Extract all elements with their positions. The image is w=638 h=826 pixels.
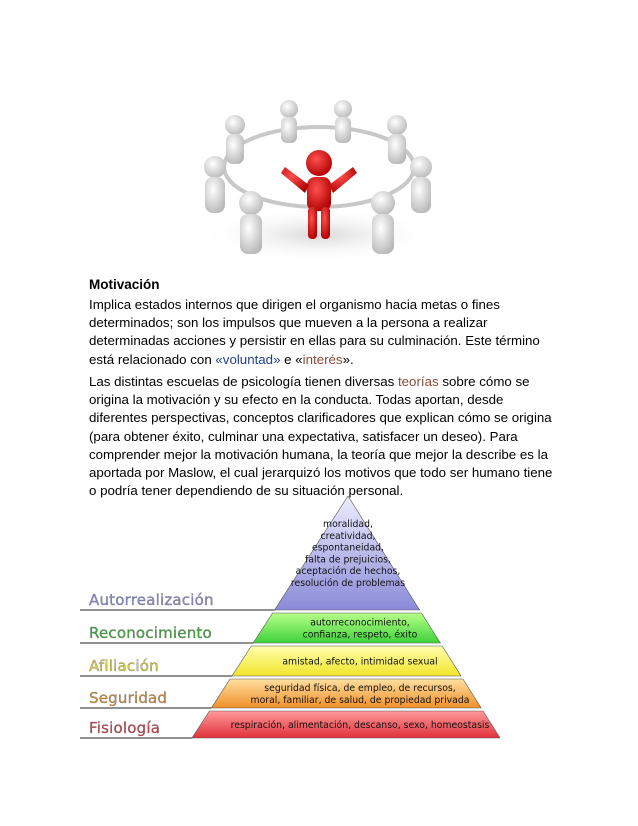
intro-paragraph — [89, 296, 559, 369]
level-detail-text: aceptación de hechos, — [295, 566, 401, 578]
level-detail-text: confianza, respeto, éxito — [302, 629, 418, 641]
intro-text: Implica estados internos que dirigen el organismo hacia metas o fines determinados; son los impulsos que mueven a la persona a realizar determinadas acciones y persistir en ellas para su culminación. Este término está relacionado con — [89, 297, 540, 367]
level-detail-text: resolución de problemas — [290, 578, 406, 589]
level-detail-text: moralidad, — [323, 519, 373, 530]
level-detail-text: moral, familiar, de salud, de propiedad privada — [250, 694, 470, 706]
maslow-pyramid — [80, 496, 500, 742]
level-detail-text: respiración, alimentación, descanso, sexo, homeostasis — [230, 720, 490, 731]
level-detail-text: autorreconocimiento, — [310, 617, 410, 629]
theories-text-a: Las distintas escuelas de psicología tienen diversas — [89, 374, 398, 389]
teamwork-illustration — [193, 95, 445, 265]
level-detail-text: seguridad física, de empleo, de recursos, — [264, 683, 456, 695]
level-label: Autorrealización — [89, 591, 214, 609]
intro-end: ». — [342, 351, 354, 367]
theories-paragraph — [89, 373, 559, 500]
interes-link[interactable]: interés — [302, 351, 343, 367]
level-detail-text: amistad, afecto, intimidad sexual — [282, 656, 438, 668]
section-heading: Motivación — [89, 277, 160, 292]
level-label: Afiliación — [89, 657, 159, 675]
teorias-link[interactable]: teorías — [397, 374, 439, 389]
level-label: Fisiología — [89, 719, 161, 737]
voluntad-link[interactable]: «voluntad» — [215, 351, 281, 367]
level-label: Seguridad — [89, 689, 168, 707]
level-label: Reconocimiento — [89, 624, 212, 642]
intro-connector: e « — [280, 351, 303, 367]
level-detail-text: creatividad, — [320, 530, 376, 542]
theories-text-b: sobre cómo se origina la motivación y su efecto en la conducta. Todas aportan, desde diferentes perspectivas, conceptos clarificadores que explican cómo se origina (para obtener éxito, culminar una expectativa, satisfacer un deseo). Para comprender mejor la motivación humana, la teoría que mejor la describe es la aportada por Maslow, el cual jerarquizó los motivos que todo ser humano tiene o podría tener dependiendo de su situación personal. — [89, 374, 553, 499]
level-detail-text: espontaneidad, — [311, 542, 385, 554]
level-detail-text: falta de prejuicios, — [305, 554, 391, 566]
